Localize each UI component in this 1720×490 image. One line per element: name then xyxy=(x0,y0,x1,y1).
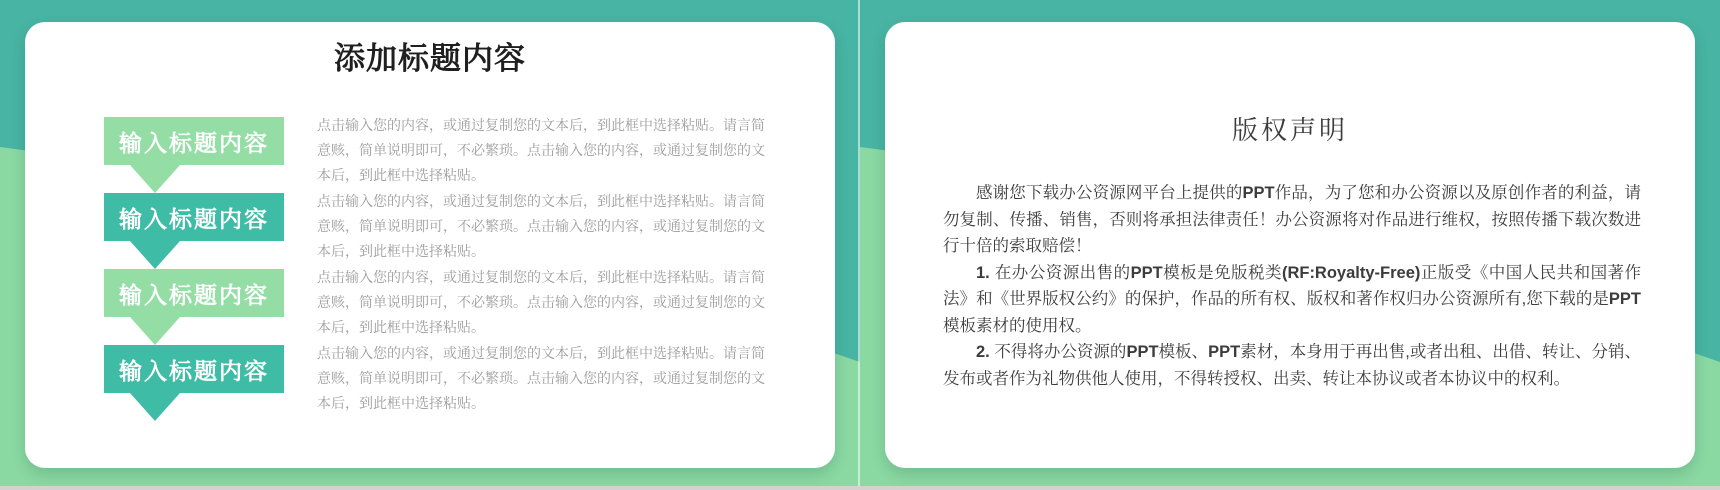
title-banner xyxy=(104,193,284,241)
slide-panel-right xyxy=(860,0,1720,490)
copyright-paragraph: 2. 不得将办公资源的PPT模板、PPT素材，本身用于再出售,或者出租、出借、转让、分销、发布或者作为礼物供他人使用，不得转授权、出卖、转让本协议或者本协议中的权利。 xyxy=(943,343,1641,388)
slide-card-left[interactable] xyxy=(25,22,835,468)
copyright-title: 版权声明 xyxy=(1231,115,1348,145)
panel-divider xyxy=(858,0,860,490)
content-row xyxy=(25,341,835,417)
body-paragraph: 点击输入您的内容，或通过复制您的文本后，到此框中选择粘贴。请言简意赅，简单说明即可，不必繁琐。点击输入您的内容，或通过复制您的文本后，到此框中选择粘贴。 xyxy=(317,269,765,335)
copyright-body xyxy=(943,180,1641,392)
body-paragraph: 点击输入您的内容，或通过复制您的文本后，到此框中选择粘贴。请言简意赅，简单说明即可，不必繁琐。点击输入您的内容，或通过复制您的文本后，到此框中选择粘贴。 xyxy=(317,193,765,259)
slide-card-right[interactable] xyxy=(885,22,1695,468)
title-banner xyxy=(104,117,284,165)
banner-label: 输入标题内容 xyxy=(104,193,284,241)
copyright-paragraph: 1. 在办公资源出售的PPT模板是免版税类(RF:Royalty-Free)正版受《中国人民共和国著作法》和《世界版权公约》的保护，作品的所有权、版权和著作权归办公资源所有,您下载的是PPT模板素材的使用权。 xyxy=(943,263,1642,335)
title-banner xyxy=(104,269,284,317)
banner-arrow-down-icon xyxy=(130,393,180,421)
content-row xyxy=(25,189,835,265)
content-row xyxy=(25,113,835,189)
banner-label: 输入标题内容 xyxy=(104,345,284,393)
banner-label: 输入标题内容 xyxy=(104,117,284,165)
page-bottom-edge xyxy=(0,486,1720,490)
copyright-paragraph: 感谢您下载办公资源网平台上提供的PPT作品，为了您和办公资源以及原创作者的利益，请勿复制、传播、销售，否则将承担法律责任！办公资源将对作品进行维权，按照传播下载次数进行十倍的索取赔偿！ xyxy=(943,184,1642,255)
banner-label: 输入标题内容 xyxy=(104,269,284,317)
body-paragraph: 点击输入您的内容，或通过复制您的文本后，到此框中选择粘贴。请言简意赅，简单说明即可，不必繁琐。点击输入您的内容，或通过复制您的文本后，到此框中选择粘贴。 xyxy=(317,117,765,183)
content-row xyxy=(25,265,835,341)
slide-title: 添加标题内容 xyxy=(334,41,526,76)
title-banner xyxy=(104,345,284,393)
body-paragraph: 点击输入您的内容，或通过复制您的文本后，到此框中选择粘贴。请言简意赅，简单说明即可，不必繁琐。点击输入您的内容，或通过复制您的文本后，到此框中选择粘贴。 xyxy=(317,345,765,411)
